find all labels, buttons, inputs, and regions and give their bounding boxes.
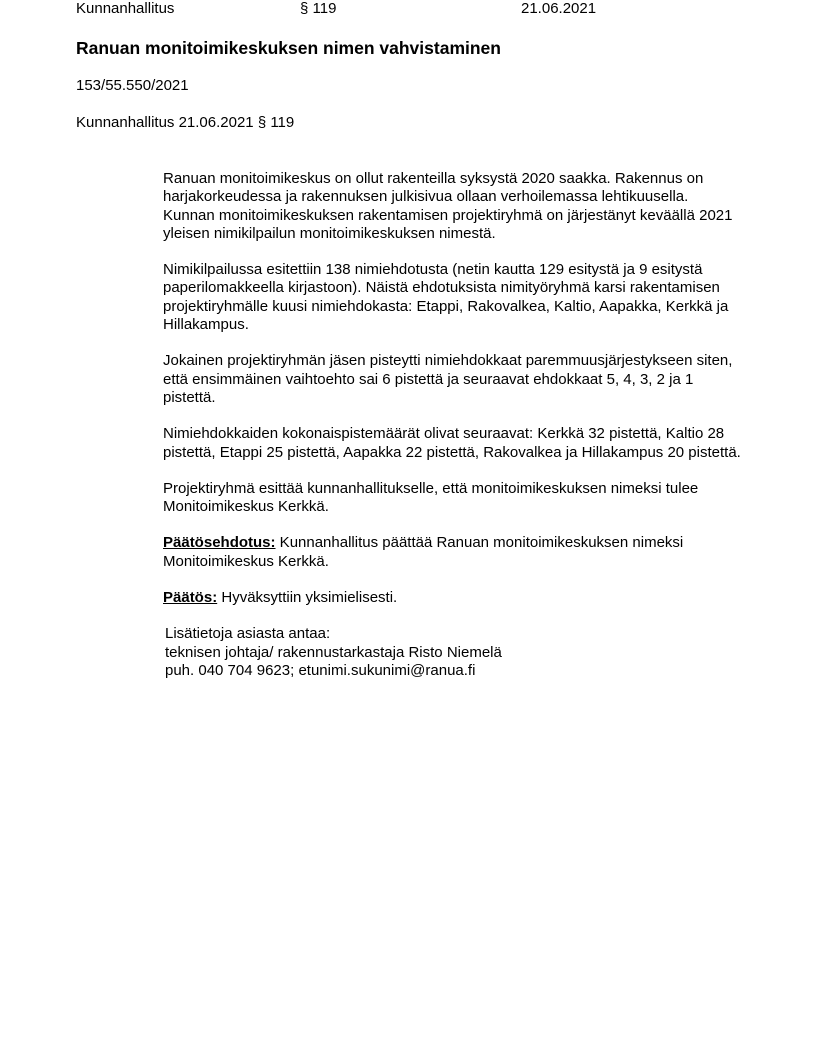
proposal-label: Päätösehdotus: xyxy=(163,534,276,552)
contact-intro: Lisätietoja asiasta antaa: xyxy=(165,625,331,643)
body-paragraph: Ranuan monitoimikeskus on ollut rakenteilla syksystä 2020 saakka. Rakennus on harjakorkeudessa ja rakennuksen julkisivua ollaan verhoilemassa lehtikuusella. Kunnan monitoimikeskuksen rakentamisen projektiryhmä on järjestänyt keväällä 2021 yleisen nimikilpailun monitoimikeskuksen nimestä. xyxy=(163,170,733,242)
body-paragraph: Jokainen projektiryhmän jäsen pisteytti nimiehdokkaat paremmuusjärjestykseen siten, että ensimmäinen vaihtoehto sai 6 pistettä ja seuraavat ehdokkaat 5, 4, 3, 2 ja 1 pistettä. xyxy=(163,352,733,406)
contact-person: teknisen johtaja/ rakennustarkastaja Risto Niemelä xyxy=(165,643,502,661)
document-body xyxy=(163,170,743,680)
decision-paragraph xyxy=(163,589,743,607)
decision-text: Hyväksyttiin yksimielisesti. xyxy=(217,589,398,607)
contact-details: puh. 040 704 9623; etunimi.sukunimi@ranua.fi xyxy=(165,661,476,679)
body-paragraph: Nimiehdokkaiden kokonaispistemäärät olivat seuraavat: Kerkkä 32 pistettä, Kaltio 28 pistettä, Etappi 25 pistettä, Aapakka 22 pistettä, Rakovalkea ja Hillakampus 20 pistettä. xyxy=(163,425,741,461)
proposal-paragraph xyxy=(163,534,743,571)
body-paragraph: Projektiryhmä esittää kunnanhallitukselle, että monitoimikeskuksen nimeksi tulee Monitoimikeskus Kerkkä. xyxy=(163,479,699,516)
meeting-reference: Kunnanhallitus 21.06.2021 § 119 xyxy=(76,114,295,131)
header-section-number: § 119 xyxy=(300,0,337,17)
body-paragraph: Nimikilpailussa esitettiin 138 nimiehdotusta (netin kautta 129 esitystä ja 9 esitystä paperilomakkeella kirjastoon). Näistä ehdotuksista nimityöryhmä karsi rakentamisen projektiryhmälle kuusi nimiehdokasta: Etappi, Rakovalkea, Kaltio, Aapakka, Kerkkä ja Hillakampus. xyxy=(163,261,729,334)
header-body-name: Kunnanhallitus xyxy=(76,0,175,17)
document-title: Ranuan monitoimikeskuksen nimen vahvistaminen xyxy=(76,38,501,58)
diary-number: 153/55.550/2021 xyxy=(76,77,189,94)
document-header xyxy=(0,0,816,20)
contact-info xyxy=(165,625,743,680)
decision-label: Päätös: xyxy=(163,589,218,607)
proposal-text: Kunnanhallitus päättää Ranuan monitoimikeskuksen nimeksi Monitoimikeskus Kerkkä. xyxy=(163,534,684,570)
header-date: 21.06.2021 xyxy=(521,0,597,17)
